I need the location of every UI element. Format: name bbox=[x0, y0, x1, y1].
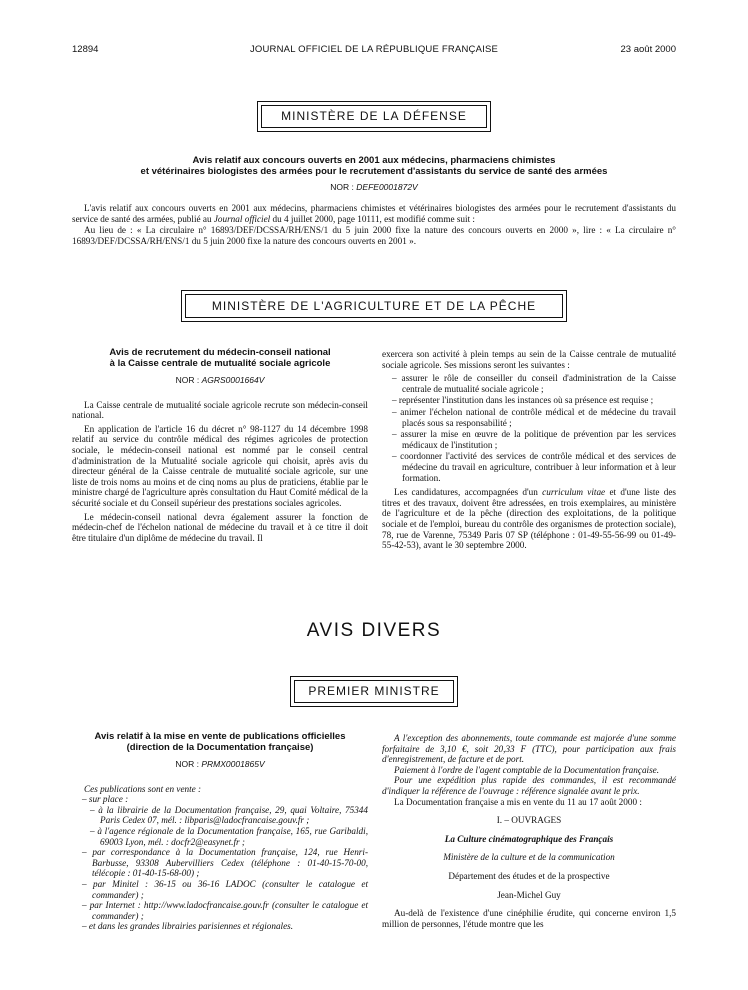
mission-item: – représenter l'institution dans les instances où sa présence est requise ; bbox=[392, 395, 654, 406]
candidatures-text: Les candidatures, accompagnées d'un bbox=[394, 487, 538, 498]
mission-item: – animer l'échelon national de contrôle médical et de médecine du travail placés sous sa responsabilité ; bbox=[392, 406, 676, 428]
defense-amendment-paragraph: Au lieu de : « La circulaire n° 16893/DEF/DCSSA/RH/ENS/1 du 5 juin 2000 fixe la nature des concours ouverts en 2000 », lire : « La circulaire n° 16893/DEF/DCSSA/RH/ENS/1 du 5 juin 2000 fixe la nature des concours ouverts en 2001 ». bbox=[72, 225, 676, 246]
ministry-heading-agriculture: MINISTÈRE DE L'AGRICULTURE ET DE LA PÊCHE bbox=[185, 294, 563, 318]
ministry-box-agriculture bbox=[181, 290, 567, 322]
sales-item: – sur place : bbox=[82, 794, 129, 805]
order-paragraph: A l'exception des abonnements, toute commande est majorée d'une somme forfaitaire de 3,10 €, soit 20,33 F (TTC), pour participation aux frais d'enregistrement, de facture et de port. bbox=[382, 733, 676, 765]
nor-label: NOR : bbox=[175, 375, 200, 385]
ouvrages-heading: I. – OUVRAGES bbox=[496, 815, 562, 826]
defense-body-paragraph bbox=[72, 203, 676, 224]
nor-code: DEFE0001872V bbox=[356, 182, 418, 192]
candidatures-text: et d'une liste des titres et des travaux, doivent être adressées, en trois exemplaires, au ministère de l'agriculture et de la pêche (direction des exploitations, de la politique sociale et de l'emploi, bureau du contrôle des organismes de protection sociale), 78, rue de Varenne, 75349 Paris 07 SP (téléphone : 01-49-55-56-99 ou 01-49-55-42-53), avant le 30 septembre 2000. bbox=[382, 487, 677, 551]
notice-title-line: à la Caisse centrale de mutualité sociale agricole bbox=[109, 358, 331, 369]
premier-ministre-left-column bbox=[72, 731, 368, 932]
premier-ministre-right-column bbox=[382, 733, 676, 932]
journal-name: Journal officiel bbox=[213, 213, 271, 224]
notice-title-line: Avis de recrutement du médecin-conseil national bbox=[109, 347, 331, 358]
ministry-box-defense bbox=[257, 101, 491, 132]
notice-title-line: (direction de la Documentation française) bbox=[126, 742, 314, 753]
ministry-heading-defense: MINISTÈRE DE LA DÉFENSE bbox=[261, 105, 487, 128]
sales-item: – par Internet : http://www.ladocfrancaise.gouv.fr (consulter le catalogue et commander) ; bbox=[82, 900, 368, 921]
agriculture-paragraph: exercera son activité à plein temps au sein de la Caisse centrale de mutualité sociale agricole. Ses missions seront les suivantes : bbox=[382, 349, 676, 370]
nor-label: NOR : bbox=[330, 182, 354, 192]
defense-body-text: du 4 juillet 2000, page 10111, est modifié comme suit : bbox=[272, 213, 475, 224]
order-paragraph: La Documentation française a mis en vente du 11 au 17 août 2000 : bbox=[394, 796, 642, 807]
book-department: Département des études et de la prospective bbox=[448, 870, 610, 881]
sales-subitem: – à l'agence régionale de la Documentation française, 165, rue Garibaldi, 69003 Lyon, mél. : docfr2@easynet.fr ; bbox=[90, 825, 368, 847]
notice-title-premier-ministre bbox=[72, 731, 368, 753]
journal-title: JOURNAL OFFICIEL DE LA RÉPUBLIQUE FRANÇAISE bbox=[249, 44, 499, 55]
mission-item: – coordonner l'activité des services de contrôle médical et des services de médecine du travail en agriculture, contribuer à leur information et à leur formation. bbox=[392, 451, 676, 483]
avis-divers-heading: AVIS DIVERS bbox=[306, 620, 442, 641]
notice-title-defense bbox=[70, 155, 678, 177]
sales-subitem: – à la librairie de la Documentation française, 29, quai Voltaire, 75344 Paris Cedex 07, mél. : libparis@ladocfrancaise.gouv.fr ; bbox=[90, 804, 368, 826]
book-title: La Culture cinématographique des Français bbox=[444, 833, 614, 844]
book-author: Jean-Michel Guy bbox=[497, 889, 561, 900]
mission-item: – assurer la mise en œuvre de la politique de prévention par les services médicaux de l'institution ; bbox=[392, 429, 676, 450]
order-paragraph: Paiement à l'ordre de l'agent comptable de la Documentation française. bbox=[394, 764, 660, 775]
issue-date: 23 août 2000 bbox=[620, 44, 676, 55]
sales-points bbox=[72, 784, 368, 932]
defense-body-text: L'avis relatif aux concours ouverts en 2001 aux médecins, pharmaciens chimistes et vétérinaires biologistes des armées pour le recrutement d'assistants du service de santé des armées, publié au bbox=[72, 203, 676, 224]
nor-label: NOR : bbox=[175, 759, 199, 769]
notice-title-line: Avis relatif aux concours ouverts en 2001 aux médecins, pharmaciens chimistes bbox=[192, 155, 556, 166]
curriculum-vitae: curriculum vitae bbox=[542, 487, 606, 498]
notice-title-line: Avis relatif à la mise en vente de publications officielles bbox=[94, 731, 346, 742]
order-paragraph: Pour une expédition plus rapide des commandes, il est recommandé d'indiquer la référence de l'ouvrage : référence signalée avant le prix. bbox=[382, 775, 676, 796]
book-description: Au-delà de l'existence d'une cinéphilie érudite, qui concerne environ 1,5 million de personnes, l'étude montre que les bbox=[382, 908, 676, 929]
notice-title-line: et vétérinaires biologistes des armées pour le recrutement d'assistants du service de santé des armées bbox=[140, 166, 608, 177]
sales-item: – par Minitel : 36-15 ou 36-16 LADOC (consulter le catalogue et commander) ; bbox=[82, 878, 368, 900]
sales-intro: Ces publications sont en vente : bbox=[84, 783, 202, 794]
candidatures-paragraph bbox=[382, 487, 676, 551]
sales-item: – par correspondance à la Documentation française, 124, rue Henri-Barbusse, 93308 Aubervilliers Cedex (téléphone : 01-40-15-70-00, télécopie : 01-40-15-68-00) ; bbox=[82, 847, 368, 879]
agriculture-paragraph: La Caisse centrale de mutualité sociale agricole recrute son médecin-conseil national. bbox=[72, 399, 368, 421]
sales-item: – et dans les grandes librairies parisiennes et régionales. bbox=[82, 921, 294, 932]
book-ministry: Ministère de la culture et de la communication bbox=[443, 852, 615, 863]
nor-reference-premier-ministre bbox=[72, 759, 368, 770]
page-number: 12894 bbox=[72, 44, 99, 55]
ministry-box-premier-ministre bbox=[290, 676, 458, 707]
mission-item: – assurer le rôle de conseiller du conseil d'administration de la Caisse centrale de mutualité sociale agricole ; bbox=[392, 373, 676, 394]
ministry-heading-premier-ministre: PREMIER MINISTRE bbox=[294, 680, 454, 703]
agriculture-paragraph: En application de l'article 16 du décret n° 98-1127 du 14 décembre 1998 relatif au service du contrôle médical des régimes agricoles de protection sociale, le médecin-conseil national est nommé par le conseil central d'administration de la Mutualité sociale agricole qui choisit, après avis du directeur général de la Caisse centrale de mutualité sociale agricole, sur une liste de trois noms au moins et de cinq noms au plus de praticiens, établie par le ministre chargé de l'agriculture après consultation du Haut Comité médical de la sécurité sociale et du Conseil supérieur des prestations sociales agricoles. bbox=[72, 423, 368, 508]
nor-code: AGRS0001664V bbox=[201, 375, 265, 385]
nor-code: PRMX0001865V bbox=[201, 759, 265, 769]
notice-title-agriculture bbox=[72, 347, 368, 369]
agriculture-right-column bbox=[382, 349, 676, 554]
agriculture-paragraph: Le médecin-conseil national devra également assurer la fonction de médecin-chef de l'échelon national de médecine du travail et à ce titre il doit être titulaire d'un diplôme de médecine du travail. Il bbox=[72, 511, 368, 543]
nor-reference-defense bbox=[70, 182, 678, 192]
nor-reference-agriculture bbox=[72, 375, 368, 386]
agriculture-left-column bbox=[72, 347, 368, 546]
